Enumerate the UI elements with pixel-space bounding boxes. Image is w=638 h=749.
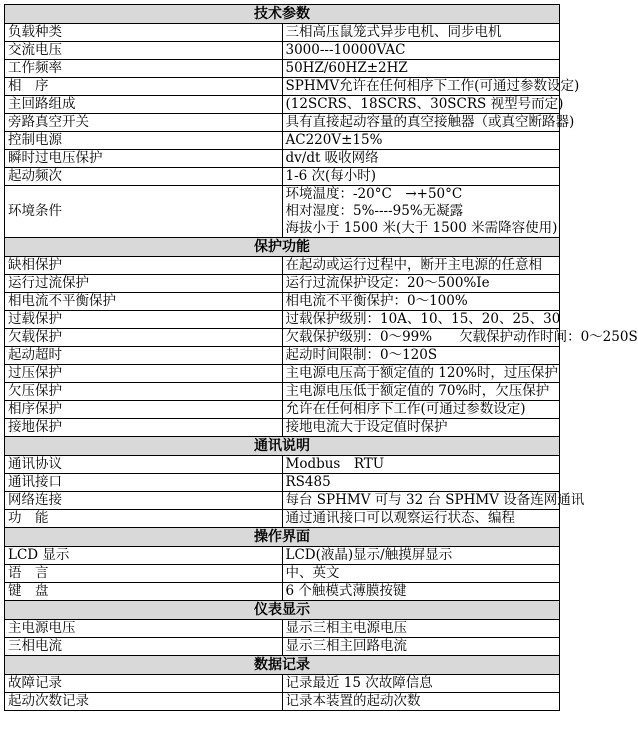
table-row [5, 186, 560, 204]
table-row [5, 60, 560, 78]
row-value: 记录本装置的起动次数 [282, 693, 560, 711]
row-value: 三相高压鼠笼式异步电机、同步电机 [282, 24, 560, 42]
row-label: 欠载保护 [5, 329, 283, 347]
table-row [5, 492, 560, 510]
row-value: 6 个触模式薄膜按键 [282, 583, 560, 601]
row-label: 主电源电压 [5, 620, 283, 638]
row-value: 环境温度：-20°C →+50°C [282, 186, 560, 204]
row-value: 欠载保护级别：0～99% 欠载保护动作时间：0～250S [282, 329, 560, 347]
section-title-data-records: 数据记录 [5, 656, 560, 675]
row-label: 起动次数记录 [5, 693, 283, 711]
row-label: 交流电压 [5, 42, 283, 60]
row-value: AC220V±15% [282, 132, 560, 150]
table-row [5, 24, 560, 42]
row-value: (12SCRS、18SCRS、30SCRS 视型号而定) [282, 96, 560, 114]
table-row [5, 150, 560, 168]
section-header-row [5, 5, 560, 24]
table-row [5, 132, 560, 150]
table-row [5, 693, 560, 711]
table-row [5, 383, 560, 401]
row-value: 中、英文 [282, 565, 560, 583]
row-label: 起动超时 [5, 347, 283, 365]
row-value: 主电源电压低于额定值的 70%时，欠压保护 [282, 383, 560, 401]
table-row [5, 168, 560, 186]
row-label: 相 序 [5, 78, 283, 96]
row-label: 相电流不平衡保护 [5, 293, 283, 311]
row-label: LCD 显示 [5, 547, 283, 565]
row-label: 相序保护 [5, 401, 283, 419]
table-row [5, 42, 560, 60]
row-value: SPHMV允许在任何相序下工作(可通过参数设定) [282, 78, 560, 96]
table-row [5, 96, 560, 114]
table-row [5, 419, 560, 437]
row-label: 环境条件 [5, 186, 283, 238]
row-label: 主回路组成 [5, 96, 283, 114]
row-value: 相电流不平衡保护：0～100% [282, 293, 560, 311]
row-label: 缺相保护 [5, 257, 283, 275]
row-value: 过载保护级别：10A、10、15、20、25、30 [282, 311, 560, 329]
row-label: 起动频次 [5, 168, 283, 186]
row-value: 在起动或运行过程中，断开主电源的任意相 [282, 257, 560, 275]
section-title-operation-interface: 操作界面 [5, 528, 560, 547]
row-label: 语 言 [5, 565, 283, 583]
row-value: RS485 [282, 474, 560, 492]
row-value: 具有直接起动容量的真空接触器（或真空断路器) [282, 114, 560, 132]
table-row [5, 311, 560, 329]
section-title-protection: 保护功能 [5, 238, 560, 257]
row-value: 主电源电压高于额定值的 120%时，过压保护 [282, 365, 560, 383]
row-label: 键 盘 [5, 583, 283, 601]
row-value: 运行过流保护设定：20～500%Ie [282, 275, 560, 293]
row-value: 显示三相主电源电压 [282, 620, 560, 638]
table-row [5, 293, 560, 311]
row-value: 显示三相主回路电流 [282, 638, 560, 656]
row-label: 控制电源 [5, 132, 283, 150]
section-header-row [5, 528, 560, 547]
table-row [5, 347, 560, 365]
section-title-communication: 通讯说明 [5, 437, 560, 456]
table-row [5, 275, 560, 293]
row-value: 接地电流大于设定值时保护 [282, 419, 560, 437]
row-label: 网络连接 [5, 492, 283, 510]
row-value: 起动时间限制：0～120S [282, 347, 560, 365]
row-label: 通讯接口 [5, 474, 283, 492]
row-value: 通过通讯接口可以观察运行状态、编程 [282, 510, 560, 528]
table-row [5, 401, 560, 419]
row-label: 过载保护 [5, 311, 283, 329]
row-value: 海拔小于 1500 米(大于 1500 米需降容使用) [282, 220, 560, 238]
row-value: LCD(液晶)显示/触摸屏显示 [282, 547, 560, 565]
section-title-tech-params: 技术参数 [5, 5, 560, 24]
table-row [5, 675, 560, 693]
table-row [5, 329, 560, 347]
table-row [5, 565, 560, 583]
table-row [5, 114, 560, 132]
row-value: Modbus RTU [282, 456, 560, 474]
table-row [5, 510, 560, 528]
row-value: 允许在任何相序下工作(可通过参数设定) [282, 401, 560, 419]
table-row [5, 547, 560, 565]
row-label: 过压保护 [5, 365, 283, 383]
row-value: 3000---10000VAC [282, 42, 560, 60]
table-row [5, 583, 560, 601]
row-value: 相对湿度：5%----95%无凝露 [282, 203, 560, 220]
row-value: 每台 SPHMV 可与 32 台 SPHMV 设备连网通讯 [282, 492, 560, 510]
table-row [5, 638, 560, 656]
row-value: dv/dt 吸收网络 [282, 150, 560, 168]
row-label: 旁路真空开关 [5, 114, 283, 132]
table-row [5, 620, 560, 638]
section-header-row [5, 238, 560, 257]
row-label: 通讯协议 [5, 456, 283, 474]
table-row [5, 456, 560, 474]
table-row [5, 257, 560, 275]
section-header-row [5, 437, 560, 456]
row-label: 瞬时过电压保护 [5, 150, 283, 168]
row-label: 欠压保护 [5, 383, 283, 401]
row-value: 记录最近 15 次故障信息 [282, 675, 560, 693]
row-label: 运行过流保护 [5, 275, 283, 293]
section-header-row [5, 656, 560, 675]
section-title-meter-display: 仪表显示 [5, 601, 560, 620]
section-header-row [5, 601, 560, 620]
row-value: 50HZ/60HZ±2HZ [282, 60, 560, 78]
row-label: 接地保护 [5, 419, 283, 437]
table-row [5, 78, 560, 96]
row-value: 1-6 次(每小时) [282, 168, 560, 186]
row-label: 功 能 [5, 510, 283, 528]
table-row [5, 365, 560, 383]
row-label: 工作频率 [5, 60, 283, 78]
row-label: 负载种类 [5, 24, 283, 42]
row-label: 故障记录 [5, 675, 283, 693]
row-label: 三相电流 [5, 638, 283, 656]
spec-table [4, 4, 638, 711]
table-row [5, 474, 560, 492]
